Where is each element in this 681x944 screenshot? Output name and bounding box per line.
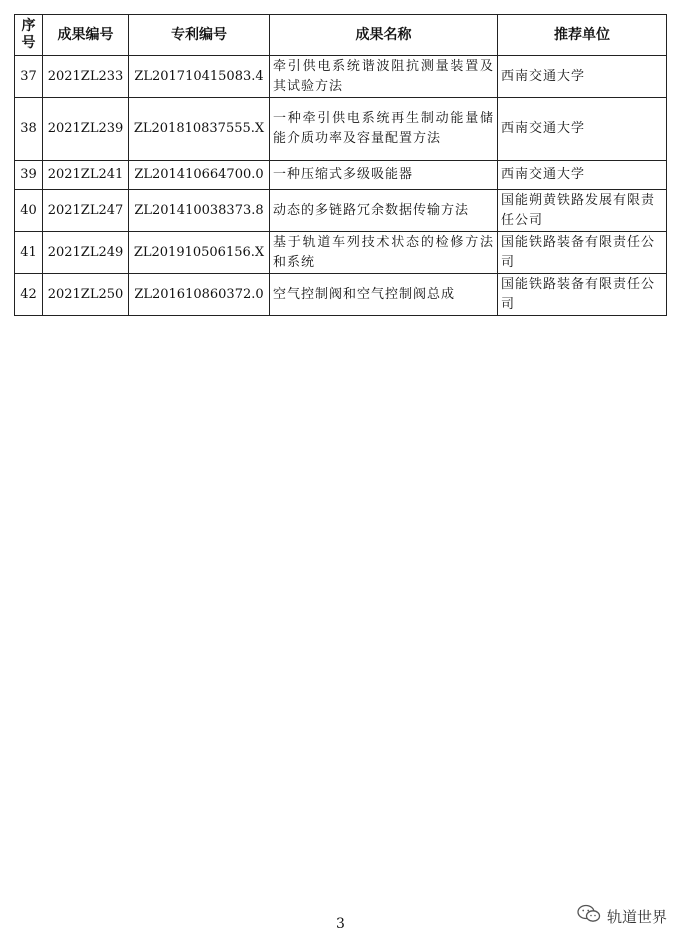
cell-achievement-id: 2021ZL241 [43,161,129,190]
cell-patent-id: ZL201810837555.X [129,98,270,161]
cell-name: 一种压缩式多级吸能器 [270,161,498,190]
cell-seq: 38 [15,98,43,161]
header-seq: 序号 [15,15,43,56]
table-row [15,232,667,274]
cell-achievement-id: 2021ZL247 [43,190,129,232]
table-row [15,274,667,316]
table-row [15,190,667,232]
cell-seq: 40 [15,190,43,232]
watermark [577,904,667,928]
cell-unit: 西南交通大学 [498,98,667,161]
cell-unit: 国能朔黄铁路发展有限责任公司 [498,190,667,232]
header-achievement-id: 成果编号 [43,15,129,56]
cell-patent-id: ZL201910506156.X [129,232,270,274]
cell-name: 动态的多链路冗余数据传输方法 [270,190,498,232]
cell-name: 基于轨道车列技术状态的检修方法和系统 [270,232,498,274]
cell-achievement-id: 2021ZL239 [43,98,129,161]
cell-patent-id: ZL201610860372.0 [129,274,270,316]
cell-patent-id: ZL201410038373.8 [129,190,270,232]
achievement-table [14,14,667,316]
table-header-row [15,15,667,56]
page-number: 3 [336,916,345,932]
table-row [15,98,667,161]
cell-seq: 41 [15,232,43,274]
cell-unit: 西南交通大学 [498,56,667,98]
cell-name: 空气控制阀和空气控制阀总成 [270,274,498,316]
header-unit: 推荐单位 [498,15,667,56]
cell-seq: 37 [15,56,43,98]
table-row [15,56,667,98]
cell-patent-id: ZL201410664700.0 [129,161,270,190]
wechat-icon [577,904,601,928]
cell-achievement-id: 2021ZL249 [43,232,129,274]
cell-unit: 国能铁路装备有限责任公司 [498,232,667,274]
header-name: 成果名称 [270,15,498,56]
watermark-text: 轨道世界 [606,907,667,926]
cell-seq: 42 [15,274,43,316]
cell-patent-id: ZL201710415083.4 [129,56,270,98]
cell-unit: 国能铁路装备有限责任公司 [498,274,667,316]
table-row [15,161,667,190]
cell-unit: 西南交通大学 [498,161,667,190]
cell-achievement-id: 2021ZL250 [43,274,129,316]
header-patent-id: 专利编号 [129,15,270,56]
achievement-table-container [14,14,666,316]
cell-seq: 39 [15,161,43,190]
cell-achievement-id: 2021ZL233 [43,56,129,98]
cell-name: 一种牵引供电系统再生制动能量储能介质功率及容量配置方法 [270,98,498,161]
cell-name: 牵引供电系统谐波阻抗测量装置及其试验方法 [270,56,498,98]
